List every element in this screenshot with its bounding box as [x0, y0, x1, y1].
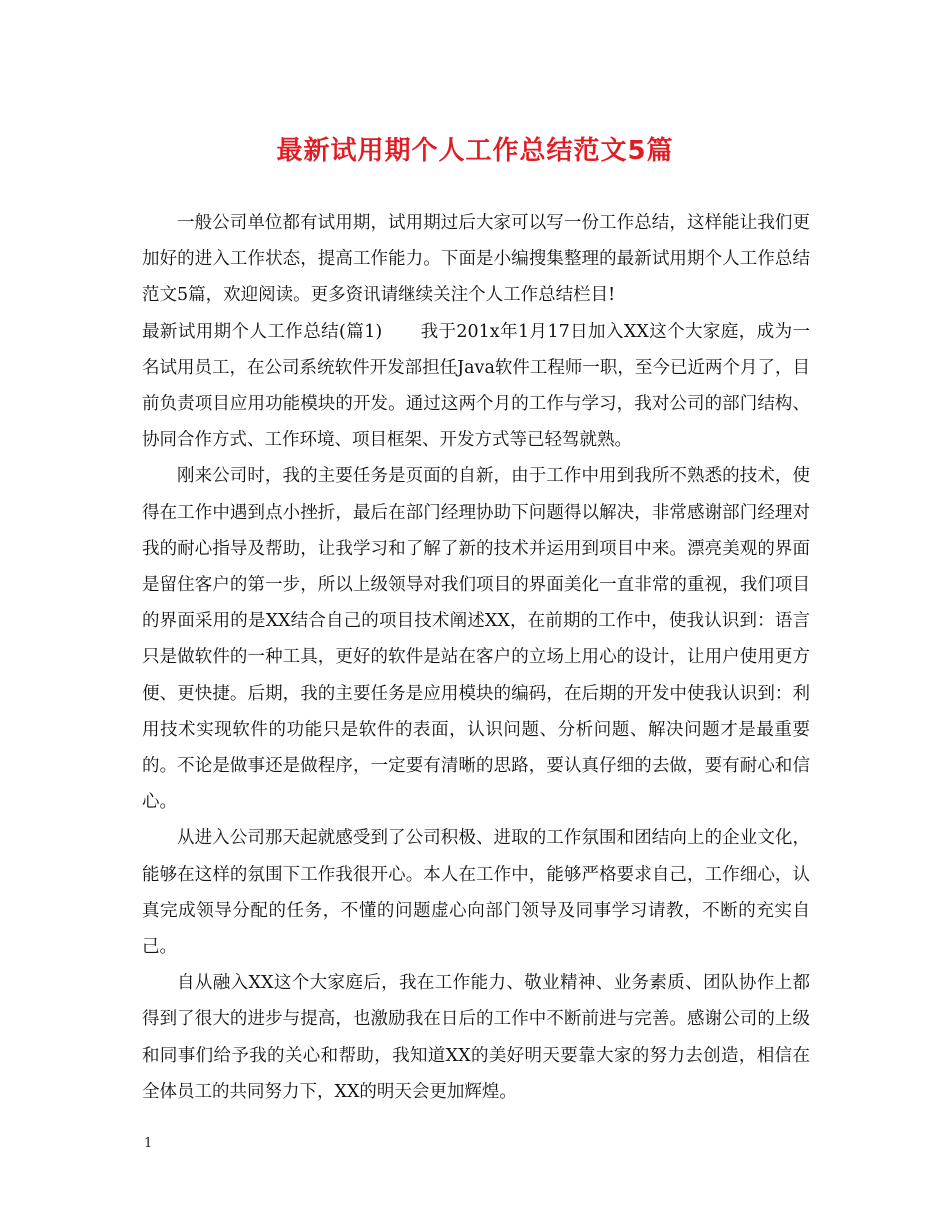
- body-paragraph-2: 从进入公司那天起就感受到了公司积极、进取的工作氛围和团结向上的企业文化，能够在这样的氛围下工作我很开心。本人在工作中，能够严格要求自己，工作细心，认真完成领导分配的任务，不懂的问题虚心向部门领导及同事学习请教，不断的充实自己。: [142, 828, 810, 958]
- document-body: [142, 205, 810, 1110]
- body-paragraph-1: 刚来公司时，我的主要任务是页面的自新，由于工作中用到我所不熟悉的技术，使得在工作中遇到点小挫折，最后在部门经理协助下问题得以解决，非常感谢部门经理对我的耐心指导及帮助，让我学习和了解了新的技术并运用到项目中来。漂亮美观的界面是留住客户的第一步，所以上级领导对我们项目的界面美化一直非常的重视，我们项目的界面采用的是XX结合自己的项目技术阐述XX，在前期的工作中，使我认识到：语言只是做软件的一种工具，更好的软件是站在客户的立场上用心的设计，让用户使用更方便、更快捷。后期，我的主要任务是应用模块的编码，在后期的开发中使我认识到：利用技术实现软件的功能只是软件的表面，认识问题、分析问题、解决问题才是最重要的。不论是做事还是做程序，一定要有清晰的思路，要认真仔细的去做，要有耐心和信心。: [142, 466, 810, 813]
- intro-paragraph: 一般公司单位都有试用期，试用期过后大家可以写一份工作总结，这样能让我们更加好的进入工作状态，提高工作能力。下面是小编搜集整理的最新试用期个人工作总结范文5篇，欢迎阅读。更多资讯请继续关注个人工作总结栏目!: [142, 213, 810, 306]
- section-1-paragraph: [142, 314, 810, 459]
- section-heading: 最新试用期个人工作总结(篇1): [142, 321, 383, 342]
- page-number: 1: [144, 1136, 153, 1151]
- document-title: 最新试用期个人工作总结范文5篇: [276, 136, 674, 166]
- body-paragraph-3: 自从融入XX这个大家庭后，我在工作能力、敬业精神、业务素质、团队协作上都得到了很大的进步与提高，也激励我在日后的工作中不断前进与完善。感谢公司的上级和同事们给予我的关心和帮助，我知道XX的美好明天要靠大家的努力去创造，相信在全体员工的共同努力下，XX的明天会更加辉煌。: [142, 973, 810, 1102]
- section-first-text: 我于201x年1月17日加入XX这个大家庭，成为一名试用员工，在公司系统软件开发部担任Java软件工程师一职，至今已近两个月了，目前负责项目应用功能模块的开发。通过这两个月的工作与学习，我对公司的部门结构、协同合作方式、工作环境、项目框架、开发方式等已轻驾就熟。: [142, 321, 810, 451]
